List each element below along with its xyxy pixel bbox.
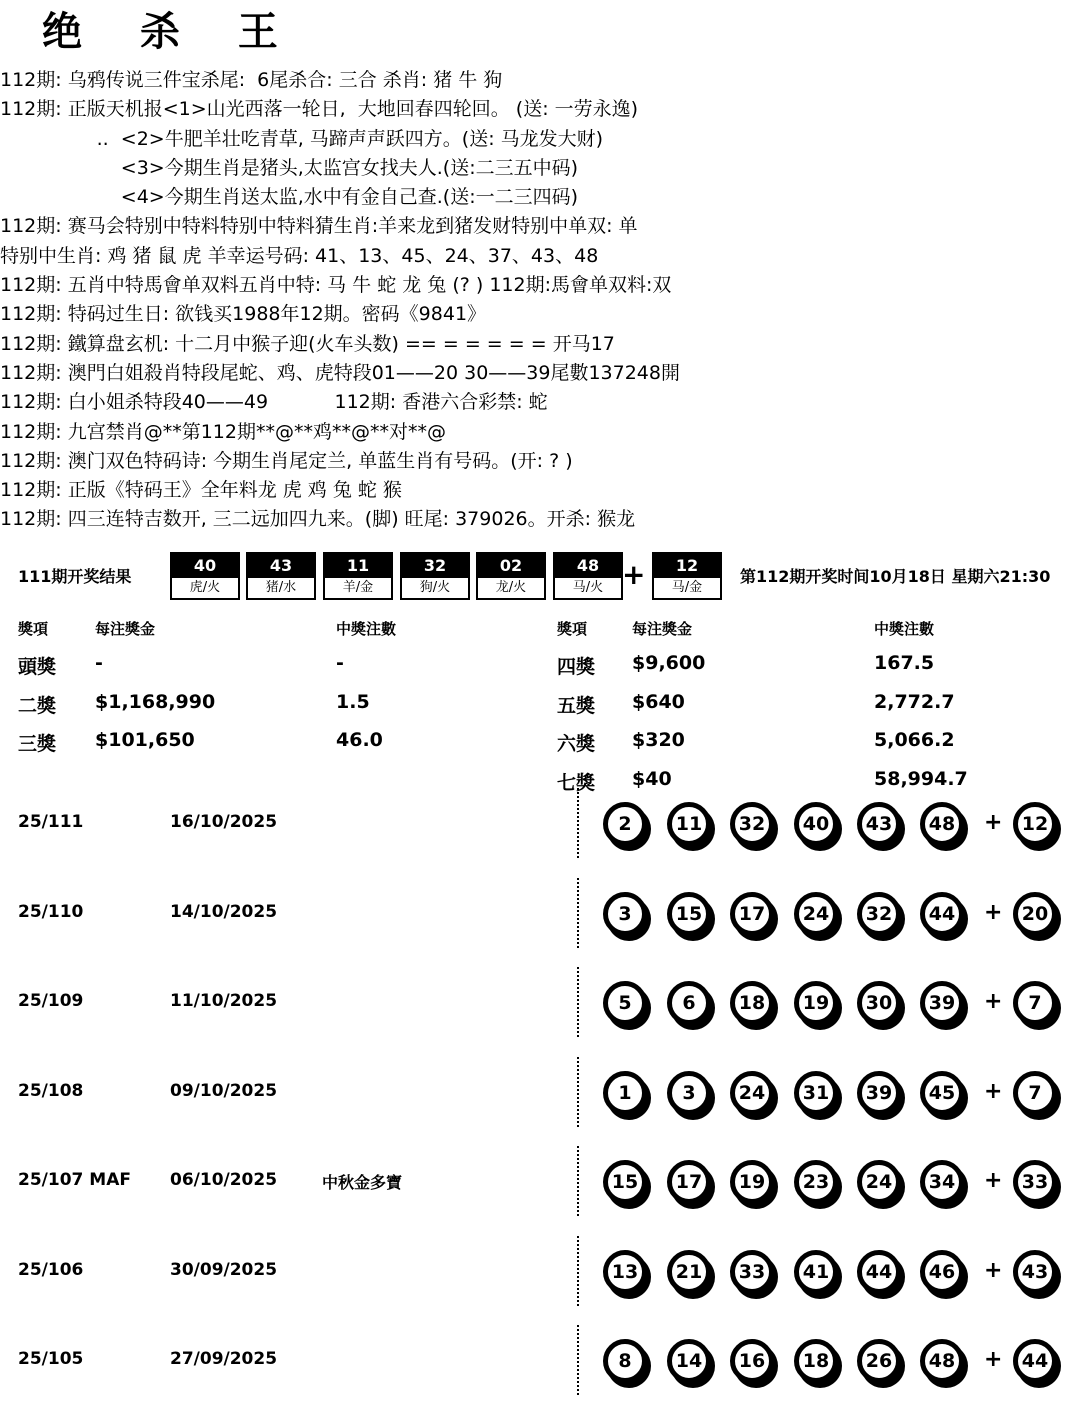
header-winners: 中獎注數 bbox=[336, 620, 397, 638]
page-title: 绝 杀 王 bbox=[42, 8, 300, 55]
prize-amount: $320 bbox=[632, 729, 685, 751]
prediction-line: 112期: 特码过生日: 欲钱买1988年12期。密码《9841》 bbox=[0, 303, 487, 326]
draw-number: 02 bbox=[478, 554, 544, 578]
draw-plus-sign: + bbox=[622, 558, 646, 591]
prediction-line: 112期: 乌鸦传说三件宝杀尾: 6尾杀合: 三合 杀肖: 猪 牛 狗 bbox=[0, 69, 503, 91]
prize-prize: 頭獎 bbox=[18, 656, 57, 678]
draw-zodiac: 虎/火 bbox=[189, 580, 221, 595]
draw-number: 40 bbox=[172, 554, 238, 578]
result-ball: 48 bbox=[920, 802, 964, 846]
result-ball: 18 bbox=[730, 981, 774, 1025]
prize-prize: 三獎 bbox=[18, 733, 57, 755]
prediction-line: 112期: 澳门双色特码诗: 今期生肖尾定兰, 单蓝生肖有号码。(开: ? ) bbox=[0, 449, 573, 472]
result-ball: 43 bbox=[857, 802, 901, 846]
result-ball: 44 bbox=[857, 1250, 901, 1294]
prize-amount: $640 bbox=[632, 690, 685, 713]
result-row bbox=[0, 780, 1075, 870]
result-ball: 16 bbox=[730, 1339, 774, 1383]
prize-prize: 六獎 bbox=[557, 733, 596, 755]
prediction-line: 112期: 鐵算盘玄机: 十二月中猴子迎(火车头数) == = = = = = 开马17 bbox=[0, 332, 615, 355]
prize-amount: $40 bbox=[632, 767, 672, 790]
result-plus-sign: + bbox=[984, 1257, 1003, 1283]
result-ball: 48 bbox=[920, 1339, 964, 1383]
prediction-line: 112期: 正版天机报<1>山光西落一轮日, 大地回春四轮回。 (送: 一劳永逸) bbox=[0, 98, 639, 121]
result-date: 16/10/2025 bbox=[170, 812, 278, 832]
result-ball: 34 bbox=[920, 1160, 964, 1204]
result-date: 14/10/2025 bbox=[170, 901, 278, 922]
result-ball: 11 bbox=[667, 802, 711, 846]
draw-zodiac: 羊/金 bbox=[342, 580, 374, 595]
last-draw-label: 111期开奖结果 bbox=[18, 567, 132, 586]
result-ball: 8 bbox=[603, 1339, 647, 1383]
result-special-ball: 7 bbox=[1013, 981, 1057, 1025]
special-draw-ball bbox=[652, 552, 722, 600]
draw-ball bbox=[553, 552, 623, 600]
draw-number: 43 bbox=[248, 554, 314, 578]
result-ball: 3 bbox=[667, 1071, 711, 1115]
result-period: 25/106 bbox=[18, 1259, 84, 1280]
result-special-ball: 7 bbox=[1013, 1071, 1057, 1115]
result-ball: 44 bbox=[920, 892, 964, 936]
result-row bbox=[0, 1228, 1075, 1318]
prize-prize: 二獎 bbox=[18, 694, 57, 717]
prize-amount: $101,650 bbox=[95, 729, 195, 751]
result-separator bbox=[577, 1057, 579, 1127]
prize-winners: 58,994.7 bbox=[874, 767, 968, 790]
result-ball: 6 bbox=[667, 981, 711, 1025]
prediction-line: 112期: 九宫禁肖@**第112期**@**鸡**@**对**@ bbox=[0, 420, 446, 443]
result-date: 27/09/2025 bbox=[170, 1349, 278, 1369]
result-ball: 19 bbox=[794, 981, 838, 1025]
header-prize-right: 獎項 bbox=[557, 620, 588, 638]
draw-number: 48 bbox=[555, 554, 621, 578]
result-special-ball: 12 bbox=[1013, 802, 1057, 846]
result-plus-sign: + bbox=[984, 989, 1003, 1014]
result-ball: 26 bbox=[857, 1339, 901, 1383]
prize-winners: 167.5 bbox=[874, 652, 935, 674]
result-ball: 24 bbox=[730, 1071, 774, 1115]
special-draw-zodiac: 马/金 bbox=[671, 580, 703, 595]
result-plus-sign: + bbox=[984, 1078, 1003, 1104]
result-ball: 32 bbox=[730, 802, 774, 846]
result-plus-sign: + bbox=[984, 1168, 1003, 1193]
draw-ball bbox=[170, 552, 240, 600]
result-ball: 15 bbox=[603, 1160, 647, 1204]
result-period: 25/109 bbox=[18, 991, 84, 1011]
prize-amount: $1,168,990 bbox=[95, 690, 216, 713]
result-ball: 32 bbox=[857, 892, 901, 936]
result-plus-sign: + bbox=[984, 899, 1003, 925]
draw-zodiac: 猪/水 bbox=[265, 580, 297, 595]
prize-amount: - bbox=[95, 652, 103, 674]
result-separator bbox=[577, 1325, 579, 1395]
prize-winners: 1.5 bbox=[336, 690, 370, 713]
prediction-line: 112期: 正版《特码王》全年料龙 虎 鸡 兔 蛇 猴 bbox=[0, 479, 402, 502]
special-draw-number: 12 bbox=[654, 554, 720, 578]
result-ball: 24 bbox=[794, 892, 838, 936]
result-ball: 31 bbox=[794, 1071, 838, 1115]
result-ball: 19 bbox=[730, 1160, 774, 1204]
prize-winners: 46.0 bbox=[336, 729, 383, 751]
prediction-line: 112期: 五肖中特馬會单双料五肖中特: 马 牛 蛇 龙 兔 (? ) 112期:馬會单双料:双 bbox=[0, 274, 672, 297]
result-special-ball: 43 bbox=[1013, 1250, 1057, 1294]
result-period: 25/105 bbox=[18, 1349, 84, 1369]
result-period: 25/110 bbox=[18, 901, 84, 922]
draw-number: 32 bbox=[402, 554, 468, 578]
result-ball: 14 bbox=[667, 1339, 711, 1383]
result-ball: 41 bbox=[794, 1250, 838, 1294]
result-row bbox=[0, 1138, 1075, 1228]
result-special-ball: 44 bbox=[1013, 1339, 1057, 1383]
result-date: 06/10/2025 bbox=[170, 1170, 278, 1190]
result-ball: 21 bbox=[667, 1250, 711, 1294]
result-ball: 13 bbox=[603, 1250, 647, 1294]
result-ball: 45 bbox=[920, 1071, 964, 1115]
result-ball: 3 bbox=[603, 892, 647, 936]
result-separator bbox=[577, 1236, 579, 1306]
header-amount-right: 每注獎金 bbox=[632, 620, 693, 638]
prediction-line: 112期: 澳門白姐殺肖特段尾蛇、鸡、虎特段01——20 30——39尾數137248開 bbox=[0, 361, 680, 384]
result-ball: 24 bbox=[857, 1160, 901, 1204]
prize-winners: 5,066.2 bbox=[874, 729, 955, 751]
prediction-line: <3>今期生肖是猪头,太监宫女找夫人.(送:二三五中码) bbox=[0, 156, 579, 179]
result-plus-sign: + bbox=[984, 1347, 1003, 1372]
result-period: 25/107 MAF bbox=[18, 1170, 131, 1190]
draw-ball bbox=[400, 552, 470, 600]
result-ball: 17 bbox=[667, 1160, 711, 1204]
draw-zodiac: 龙/火 bbox=[495, 580, 527, 595]
result-ball: 30 bbox=[857, 981, 901, 1025]
result-row bbox=[0, 870, 1075, 960]
result-ball: 15 bbox=[667, 892, 711, 936]
result-date: 11/10/2025 bbox=[170, 991, 278, 1011]
result-ball: 5 bbox=[603, 981, 647, 1025]
prediction-line: <4>今期生肖送太监,水中有金自己查.(送:一二三四码) bbox=[0, 186, 579, 209]
prize-prize: 五獎 bbox=[557, 694, 596, 717]
draw-number: 11 bbox=[325, 554, 391, 578]
result-separator bbox=[577, 1146, 579, 1216]
prediction-lines bbox=[0, 66, 1075, 535]
result-period: 25/108 bbox=[18, 1080, 84, 1101]
result-ball: 18 bbox=[794, 1339, 838, 1383]
prediction-line: 112期: 四三连特吉数开, 三二远加四九来。(脚) 旺尾: 379026。开杀: 猴龙 bbox=[0, 508, 636, 531]
result-date: 09/10/2025 bbox=[170, 1080, 278, 1101]
result-special-ball: 33 bbox=[1013, 1160, 1057, 1204]
draw-ball bbox=[323, 552, 393, 600]
result-separator bbox=[577, 788, 579, 858]
prize-amount: $9,600 bbox=[632, 652, 706, 674]
prize-table bbox=[0, 608, 1075, 798]
result-ball: 23 bbox=[794, 1160, 838, 1204]
prediction-line: 112期: 白小姐杀特段40——49 112期: 香港六合彩禁: 蛇 bbox=[0, 391, 548, 414]
header-amount: 每注獎金 bbox=[95, 620, 156, 638]
prize-winners: - bbox=[336, 652, 344, 674]
result-note: 中秋金多寶 bbox=[322, 1173, 403, 1192]
draw-zodiac: 马/火 bbox=[572, 580, 604, 595]
result-row bbox=[0, 1049, 1075, 1139]
result-date: 30/09/2025 bbox=[170, 1259, 278, 1280]
result-ball: 1 bbox=[603, 1071, 647, 1115]
result-row bbox=[0, 1317, 1075, 1407]
result-plus-sign: + bbox=[984, 810, 1003, 835]
prize-prize: 七獎 bbox=[557, 771, 596, 794]
result-ball: 33 bbox=[730, 1250, 774, 1294]
prediction-line: .. <2>牛肥羊壮吃青草, 马蹄声声跃四方。(送: 马龙发大财) bbox=[0, 127, 604, 150]
draw-ball bbox=[476, 552, 546, 600]
draw-ball bbox=[246, 552, 316, 600]
draw-zodiac: 狗/火 bbox=[419, 580, 451, 595]
result-row bbox=[0, 959, 1075, 1049]
prediction-line: 112期: 赛马会特别中特料特别中特料猜生肖:羊来龙到猪发财特别中单双: 单 bbox=[0, 215, 638, 238]
prize-prize: 四獎 bbox=[557, 656, 596, 678]
result-ball: 40 bbox=[794, 802, 838, 846]
result-ball: 17 bbox=[730, 892, 774, 936]
result-separator bbox=[577, 878, 579, 948]
result-ball: 2 bbox=[603, 802, 647, 846]
result-ball: 39 bbox=[920, 981, 964, 1025]
prediction-line: 特别中生肖: 鸡 猪 鼠 虎 羊幸运号码: 41、13、45、24、37、43、48 bbox=[0, 244, 599, 267]
header-winners-right: 中獎注數 bbox=[874, 620, 935, 638]
result-ball: 46 bbox=[920, 1250, 964, 1294]
header-prize: 獎項 bbox=[18, 620, 49, 638]
prize-winners: 2,772.7 bbox=[874, 690, 955, 713]
result-period: 25/111 bbox=[18, 812, 84, 832]
result-ball: 39 bbox=[857, 1071, 901, 1115]
next-draw-time: 第112期开奖时间10月18日 星期六21:30 bbox=[740, 567, 1051, 586]
result-special-ball: 20 bbox=[1013, 892, 1057, 936]
last-draw-row bbox=[0, 548, 1075, 604]
result-separator bbox=[577, 967, 579, 1037]
